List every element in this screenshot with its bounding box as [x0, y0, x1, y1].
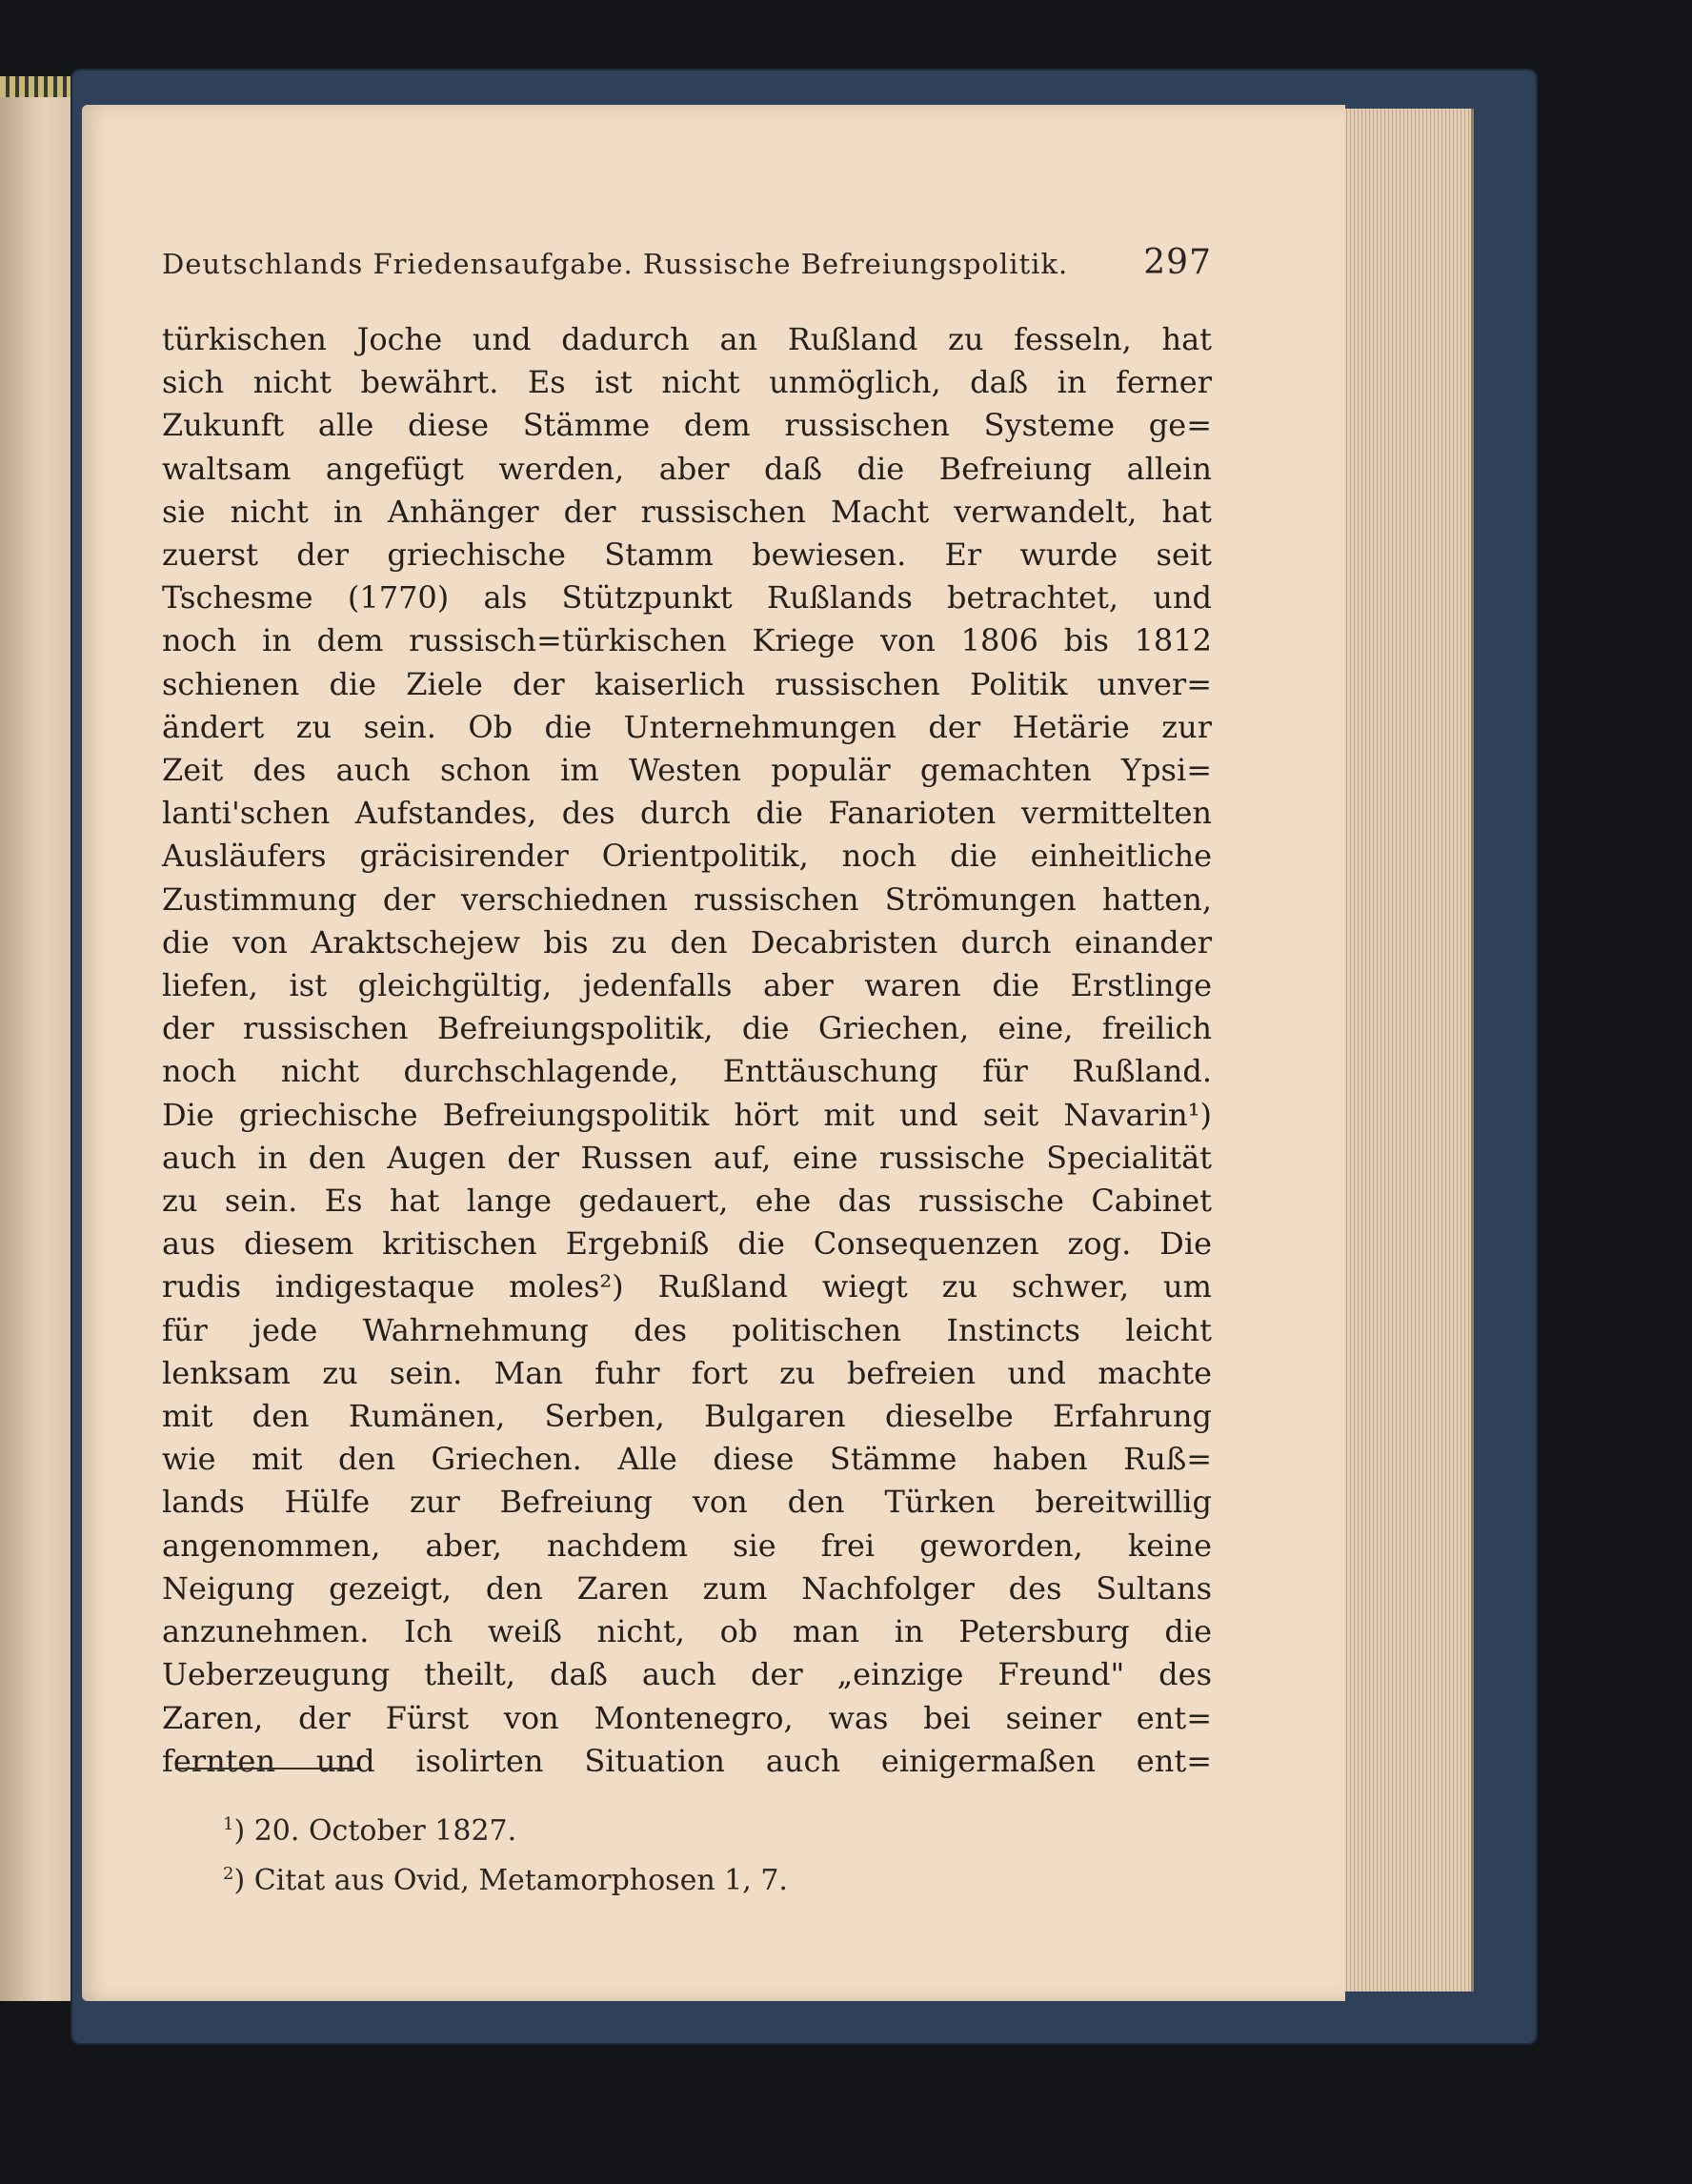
body-line: türkischen Joche und dadurch an Rußland zu fesseln, hat [162, 321, 1212, 357]
book-page [82, 105, 1345, 2001]
body-line: sie nicht in Anhänger der russischen Macht verwandelt, hat [162, 493, 1212, 530]
body-line: Neigung gezeigt, den Zaren zum Nachfolger des Sultans [162, 1569, 1212, 1607]
footnote-2 [223, 1852, 788, 1902]
page-number: 297 [1143, 243, 1212, 282]
body-line: zu sein. Es hat lange gedauert, ehe das russische Cabinet [162, 1183, 1212, 1220]
body-line: noch nicht durchschlagende, Enttäuschung für Rußland. [162, 1053, 1212, 1090]
body-line: aus diesem kritischen Ergebniß die Consequenzen zog. Die [162, 1225, 1212, 1263]
left-page-edge [0, 93, 80, 2001]
footnote-2-text: ) Citat aus Ovid, Metamorphosen 1, 7. [233, 1864, 788, 1897]
running-header [162, 243, 1212, 282]
page-edges [1328, 109, 1474, 1992]
body-line: zuerst der griechische Stamm bewiesen. Er wurde seit [162, 536, 1212, 574]
body-line: ändert zu sein. Ob die Unternehmungen der Hetärie zur [162, 708, 1212, 745]
footnote-2-marker: 2 [223, 1864, 234, 1884]
body-line: sich nicht bewährt. Es ist nicht unmöglich, daß in ferner [162, 364, 1212, 401]
body-line: lenksam zu sein. Man fuhr fort zu befreien und machte [162, 1354, 1212, 1391]
body-line: waltsam angefügt werden, aber daß die Befreiung allein [162, 450, 1212, 487]
body-line: noch in dem russisch=türkischen Kriege von 1806 bis 1812 [162, 622, 1212, 659]
body-line: schienen die Ziele der kaiserlich russischen Politik unver= [162, 665, 1212, 702]
body-line: die von Araktschejew bis zu den Decabristen durch einander [162, 923, 1212, 961]
body-line: rudis indigestaque moles²) Rußland wiegt zu schwer, um [162, 1268, 1212, 1305]
body-line: lanti'schen Aufstandes, des durch die Fanarioten vermittelten [162, 795, 1212, 832]
footnote-rule [175, 1768, 358, 1769]
footnote-1-marker: 1 [223, 1814, 234, 1834]
body-line: Zukunft alle diese Stämme dem russischen Systeme ge= [162, 407, 1212, 444]
body-line: Zustimmung der verschiednen russischen Strömungen hatten, [162, 880, 1212, 918]
body-line: anzunehmen. Ich weiß nicht, ob man in Petersburg die [162, 1613, 1212, 1650]
body-line: Zaren, der Fürst von Montenegro, was bei seiner ent= [162, 1699, 1212, 1736]
body-line: der russischen Befreiungspolitik, die Griechen, eine, freilich [162, 1010, 1212, 1047]
body-line: lands Hülfe zur Befreiung von den Türken bereitwillig [162, 1484, 1212, 1521]
running-title: Deutschlands Friedensaufgabe. Russische Befreiungspolitik. [162, 248, 1069, 280]
body-line: Ausläufers gräcisirender Orientpolitik, noch die einheitliche [162, 838, 1212, 875]
body-line: wie mit den Griechen. Alle diese Stämme haben Ruß= [162, 1441, 1212, 1478]
body-line: auch in den Augen der Russen auf, eine russische Specialität [162, 1139, 1212, 1176]
footnotes [223, 1803, 788, 1902]
body-line: mit den Rumänen, Serben, Bulgaren dieselbe Erfahrung [162, 1398, 1212, 1435]
footnote-1 [223, 1803, 788, 1852]
body-line: für jede Wahrnehmung des politischen Instincts leicht [162, 1311, 1212, 1348]
body-line: Zeit des auch schon im Westen populär gemachten Ypsi= [162, 752, 1212, 789]
body-line: fernten und isolirten Situation auch einigermaßen ent= [162, 1742, 1212, 1779]
body-line: Die griechische Befreiungspolitik hört mit und seit Navarin¹) [162, 1096, 1212, 1133]
body-text [162, 318, 1212, 1783]
body-line: Ueberzeugung theilt, daß auch der „einzige Freund" des [162, 1656, 1212, 1693]
body-line: liefen, ist gleichgültig, jedenfalls aber waren die Erstlinge [162, 967, 1212, 1004]
footnote-1-text: ) 20. October 1827. [233, 1814, 517, 1848]
body-line: angenommen, aber, nachdem sie frei geworden, keine [162, 1527, 1212, 1564]
body-line: Tschesme (1770) als Stützpunkt Rußlands betrachtet, und [162, 579, 1212, 617]
